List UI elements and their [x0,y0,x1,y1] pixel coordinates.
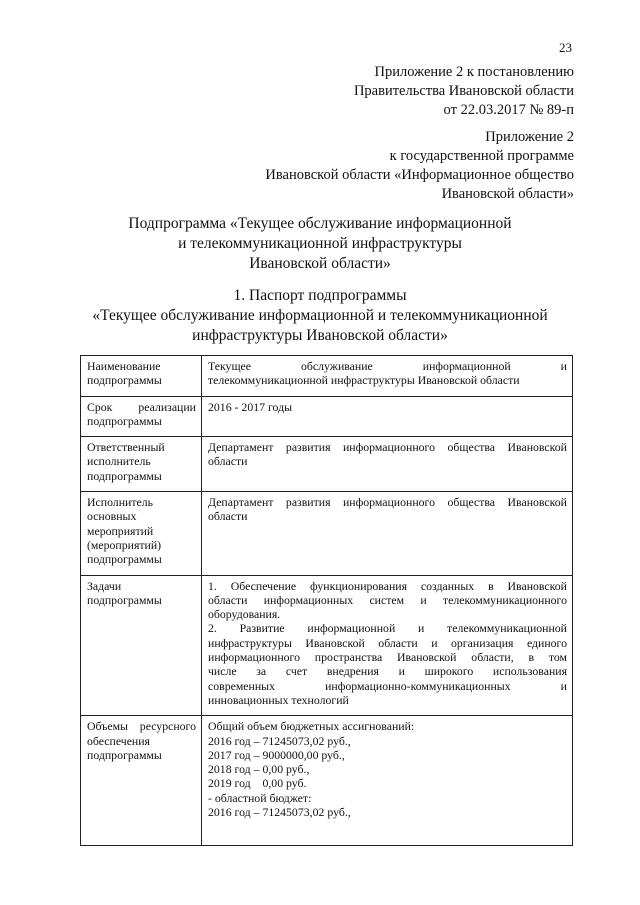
appendix-decree-header [354,63,574,120]
value-line: 2. Развитие информационной и телекоммуникационной [208,621,567,636]
appendix-decree-line: Приложение 2 к постановлению [374,64,574,80]
value-line: области [208,454,248,469]
label-line: Ответственный [87,440,165,455]
label-line: (мероприятий) [87,537,162,552]
value-cell [202,396,573,437]
subprogram-title [0,214,640,274]
value-line: инфраструктуры Ивановской области и организация единого [208,635,567,650]
value-line: 2016 год – 71245073,02 руб., [208,733,351,748]
value-line: - областной бюджет: [208,790,312,805]
appendix-decree-line: от 22.03.2017 № 89-п [443,102,574,118]
label-line: подпрограммы [87,468,162,483]
appendix-program-header [265,128,574,204]
value-line: области информационных систем и телекоммуникационного [208,592,567,607]
appendix-program-line: Ивановской области «Информационное общество [265,167,574,183]
label-line: мероприятий [87,523,154,538]
value-line: Общий объем бюджетных ассигнований: [208,719,415,734]
label-line: обеспечения [87,733,150,748]
label-line: Наименование [87,359,161,373]
label-cell [81,575,202,716]
value-line: современных информационно-коммуникационных и [208,678,567,693]
label-cell [81,396,202,437]
passport-title-line: «Текущее обслуживание информационной и телекоммуникационной [92,307,548,324]
value-line: Текущее обслуживание информационной и [208,359,567,373]
table-row-name [81,356,573,397]
table-row-funding [81,716,573,846]
page-number: 23 [559,40,572,55]
value-line: инновационных технологий [208,692,349,707]
table-row-tasks [81,575,573,716]
label-line: Задачи [87,578,122,593]
value-line: 2016 - 2017 годы [208,399,292,414]
label-cell [81,492,202,575]
label-line: подпрограммы [87,747,162,762]
passport-title-line: инфраструктуры Ивановской области» [192,327,448,344]
value-line: 1. Обеспечение функционирования созданных в Ивановской [208,578,567,593]
passport-title-line: 1. Паспорт подпрограммы [233,287,407,304]
label-line: подпрограммы [87,413,162,428]
label-line: Срок реализации [87,399,196,414]
passport-title [0,286,640,346]
value-line: 2016 год – 71245073,02 руб., [208,805,351,820]
value-line: 2018 год – 0,00 руб., [208,762,310,777]
label-cell [81,437,202,492]
value-line: Департамент развития информационного общества Ивановской [208,495,567,510]
value-line: 2019 год 0,00 руб. [208,776,307,791]
value-line: Департамент развития информационного общества Ивановской [208,440,567,455]
label-line: подпрограммы [87,373,162,388]
subprogram-title-line: и телекоммуникационной инфраструктуры [178,235,462,252]
label-line: подпрограммы [87,592,162,607]
table-row-responsible [81,437,573,492]
subprogram-title-line: Ивановской области» [249,255,391,272]
table-row-period [81,396,573,437]
value-line: 2017 год – 9000000,00 руб., [208,747,345,762]
label-line: Исполнитель [87,495,153,510]
value-cell [202,575,573,716]
passport-table [80,355,573,846]
appendix-program-line: Ивановской области» [441,186,574,202]
value-cell [202,492,573,575]
value-cell [202,716,573,846]
label-cell [81,356,202,397]
appendix-program-line: к государственной программе [389,148,574,164]
label-line: подпрограммы [87,552,162,567]
value-line: оборудования. [208,607,281,622]
value-line: области [208,509,248,524]
subprogram-title-line: Подпрограмма «Текущее обслуживание информационной [128,215,512,232]
value-line: числе за счет внедрения и широкого использования [208,664,567,679]
appendix-program-line: Приложение 2 [485,129,574,145]
value-cell [202,437,573,492]
value-line: информационного пространства Ивановской области, в том [208,650,567,665]
label-line: Объемы ресурсного [87,719,196,734]
value-cell [202,356,573,397]
table-row-executor [81,492,573,575]
appendix-decree-line: Правительства Ивановской области [353,83,574,99]
label-line: исполнитель [87,454,151,469]
label-cell [81,716,202,846]
label-line: основных [87,509,137,524]
value-line: телекоммуникационной инфраструктуры Ивановской области [208,373,520,388]
